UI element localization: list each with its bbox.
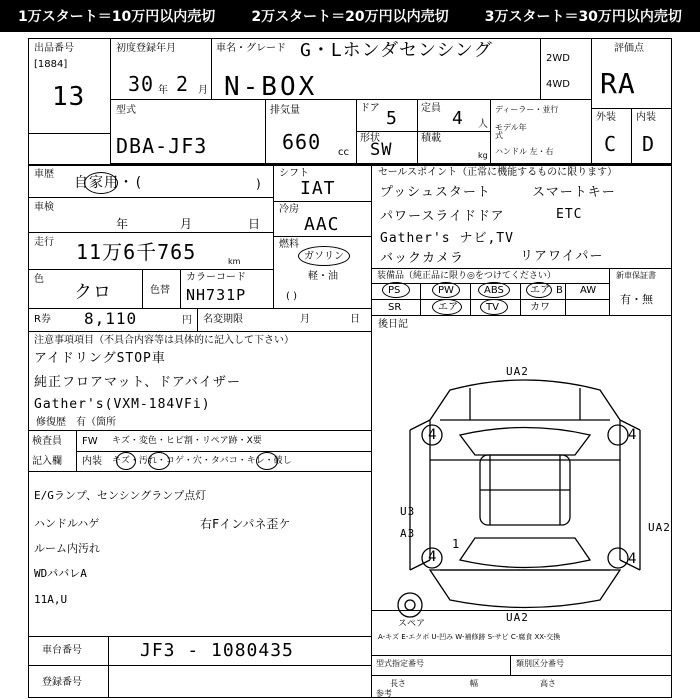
spec-len: 長さ (390, 679, 406, 688)
inspector-label: 検査員 (32, 436, 62, 447)
warranty-label: 新車保証書 (616, 271, 656, 280)
equip-air-circle (526, 282, 552, 298)
equip-kawa: カワ (530, 302, 550, 313)
inspector-interior: 内装 (82, 456, 102, 467)
displacement-label: 排気量 (270, 105, 300, 116)
history-box (28, 164, 274, 198)
inspector-circle-1 (116, 452, 136, 470)
spec-vline (510, 655, 511, 675)
inspector-circle-2 (148, 452, 170, 470)
ac-value: AAC (304, 214, 340, 235)
equip-v4 (565, 283, 566, 316)
dealer-model-year: モデル年式 (495, 123, 527, 140)
equip-v3 (520, 283, 521, 316)
car-damage-diagram (380, 360, 670, 630)
shift-label: シフト (279, 168, 309, 179)
mark-rr: 4 (628, 551, 638, 567)
color-code-label: カラーコード (186, 272, 246, 283)
spec-height: 高さ (540, 679, 556, 688)
drive-2wd: 2WD (546, 53, 570, 64)
equip-abs: ABS (484, 285, 504, 296)
doors-value: 5 (386, 108, 398, 129)
lot-number: 13 (52, 82, 86, 112)
afterdate-label: 後日記 (378, 319, 408, 330)
shape-value: SW (370, 140, 393, 160)
mark-fl: 4 (428, 427, 438, 443)
name-change-day: 日 (350, 314, 360, 325)
equip-tv-circle (480, 299, 508, 315)
remark-5: 11A,U (34, 593, 68, 606)
fuel-gas-circle (298, 246, 350, 266)
spec-ref: 参考 (376, 689, 392, 698)
equip-air2-circle (432, 299, 462, 315)
equip-pw-circle (432, 282, 460, 298)
damage-legend: A-キズ E-エクボ U-凹み W-補修跡 S-サビ C-腐食 XX-交換 (378, 633, 561, 641)
reg-unit-year: 年 (158, 85, 168, 96)
equipment-label: 装備品（純正品に限り◎をつけてください） (377, 271, 556, 281)
car-label: 車名・グレード (216, 43, 286, 54)
dealer-label: ディーラー・並行 (495, 105, 559, 114)
equip-abs-circle (478, 282, 510, 298)
mark-top-ua2: UA2 (506, 365, 529, 378)
notes-line-3: Gather's(VXM-184VFi) (34, 397, 211, 412)
mark-bottom-ua2: UA2 (506, 611, 529, 624)
displacement-unit: cc (338, 147, 349, 158)
mark-u3: U3 (400, 505, 416, 518)
regno-label: 登録番号 (42, 677, 82, 688)
car-name: N-BOX (224, 72, 318, 102)
displacement-value: 660 (282, 130, 322, 154)
score-ext-label: 外装 (596, 112, 616, 123)
equip-b: B (556, 285, 563, 296)
warranty-value: 有・無 (620, 293, 653, 306)
remark-3: ルーム内汚れ (34, 542, 100, 555)
color-code: NH731P (186, 286, 247, 304)
fuel-paren: ( ) (286, 291, 297, 302)
notes-line-1: アイドリングSTOP車 (34, 351, 166, 366)
chassis-value: JF3 - 1080435 (140, 640, 294, 661)
history-circle (84, 172, 118, 194)
history-close: ) (256, 177, 261, 191)
equip-pw: PW (438, 285, 454, 296)
sales-point-6: バックカメラ (380, 251, 465, 266)
equip-air: エア (530, 285, 550, 296)
mark-fr: 4 (628, 427, 638, 443)
drive-box (540, 38, 592, 100)
shape-label: 形状 (360, 133, 380, 144)
inspector-fw-items: キズ・変色・ヒビ割・リペア跡・X要 (112, 436, 262, 446)
lot-label: 出品番号 (34, 43, 74, 54)
name-change-month: 月 (300, 314, 310, 325)
model-label: 型式 (116, 105, 136, 116)
shaken-label: 車検 (34, 202, 54, 213)
recycle-value: 8,110 (84, 309, 138, 328)
mark-side-ua2: UA2 (648, 521, 671, 534)
mileage-value: 11万6千765 (76, 240, 197, 264)
score-ext: C (604, 132, 618, 156)
name-change-label: 名変期限 (203, 314, 243, 325)
ac-label: 冷房 (279, 204, 299, 215)
sales-point-2: スマートキー (532, 185, 616, 200)
sales-point-7: リアワイパー (520, 249, 604, 264)
dealer-handle: ハンドル 左・右 (495, 147, 554, 156)
capacity-label: 定員 (421, 103, 441, 114)
score-value: RA (600, 67, 636, 100)
spec-width: 幅 (470, 679, 478, 688)
recycle-unit: 円 (182, 315, 192, 326)
color-label: 色 (34, 274, 44, 285)
sales-point-1: プッシュスタート (380, 185, 491, 200)
shaken-year: 年 (116, 217, 129, 231)
shaken-month: 月 (180, 217, 193, 231)
diagram-spare: スペア (398, 619, 426, 629)
model-value: DBA-JF3 (116, 134, 208, 158)
shaken-box (28, 197, 274, 233)
banner-item-1: 1万スタート＝10万円以内売切 (18, 9, 216, 25)
notes-repair: 修復歴 有（箇所 (36, 417, 116, 428)
remark-4: WDパバレA (34, 567, 87, 580)
auction-banner (0, 0, 700, 32)
shaken-day: 日 (248, 217, 261, 231)
recycle-label: R券 (34, 314, 51, 325)
sales-point-3: パワースライドドア (380, 209, 505, 224)
remark-right: 右Fインパネ歪ケ (200, 517, 291, 531)
color-value: クロ (74, 282, 112, 303)
equip-sr: SR (388, 302, 402, 313)
remark-1: E/Gランプ、センシングランプ点灯 (34, 489, 207, 502)
equip-aw: AW (580, 285, 597, 296)
equip-v1 (420, 283, 421, 316)
capacity-unit: 人 (478, 119, 488, 130)
car-grade: G・Lホンダセンシング (300, 40, 493, 61)
equip-v2 (470, 283, 471, 316)
score-vdivider (631, 108, 632, 164)
shift-value: IAT (300, 178, 336, 199)
load-label: 積載 (421, 133, 441, 144)
mileage-unit: km (228, 257, 241, 266)
mileage-label: 走行 (34, 237, 54, 248)
chassis-label: 車台番号 (42, 645, 82, 656)
drive-4wd: 4WD (546, 79, 570, 90)
reg-label: 初度登録年月 (116, 43, 176, 54)
equip-ps-circle (382, 282, 410, 298)
remark-2: ハンドルハゲ (34, 517, 100, 530)
notes-line-2: 純正フロアマット、ドアバイザー (34, 375, 241, 390)
mark-a3: A3 (400, 527, 416, 540)
capacity-value: 4 (452, 108, 464, 129)
lot-code: [1884] (34, 59, 68, 70)
sales-points-label: セールスポイント（正常に機能するものに限ります） (378, 167, 618, 178)
score-label: 評価点 (614, 43, 644, 54)
fuel-gas: ガソリン (304, 251, 344, 262)
banner-item-2: 2万スタート＝20万円以内売切 (251, 9, 449, 25)
inspector-fw: FW (82, 436, 98, 447)
spec-class-label: 型式指定番号 (376, 659, 424, 668)
score-int-label: 内装 (636, 112, 656, 123)
mark-rl: 4 (428, 549, 438, 565)
fuel-diesel: 軽・油 (308, 271, 338, 282)
inspector-int-items: キズ・汚れ・コゲ・穴・タバコ・キレ・破し (112, 456, 292, 466)
reg-unit-month: 月 (198, 85, 208, 96)
color-divider-2 (180, 269, 181, 309)
score-int: D (642, 132, 656, 156)
mark-side-1: 1 (452, 537, 461, 551)
banner-item-3: 3万スタート＝30万円以内売切 (484, 9, 682, 25)
reg-year: 30 (128, 72, 155, 96)
sales-point-5: Gather's ナビ,TV (380, 231, 514, 246)
equip-ps: PS (388, 285, 401, 296)
color-divider (142, 269, 143, 309)
inspector-entry: 記入欄 (32, 456, 62, 467)
spec-hline (371, 675, 672, 676)
notes-label: 注意事項項目（不具合内容等は具体的に記入して下さい） (34, 335, 294, 346)
history-value: 自家用・( (74, 175, 144, 191)
spec-cat-label: 類別区分番号 (516, 659, 564, 668)
equip-tv: TV (486, 302, 499, 313)
doors-label: ドア (360, 103, 380, 114)
equip-air2: エア (438, 302, 458, 313)
sales-point-4: ETC (556, 207, 583, 222)
color-change-label: 色替 (150, 285, 170, 296)
load-unit: kg (478, 151, 488, 160)
inspector-circle-3 (256, 452, 278, 470)
fuel-label: 燃料 (279, 239, 299, 250)
inspector-hline (76, 451, 372, 452)
history-label: 車歴 (34, 169, 54, 180)
reg-month: 2 (176, 72, 190, 96)
